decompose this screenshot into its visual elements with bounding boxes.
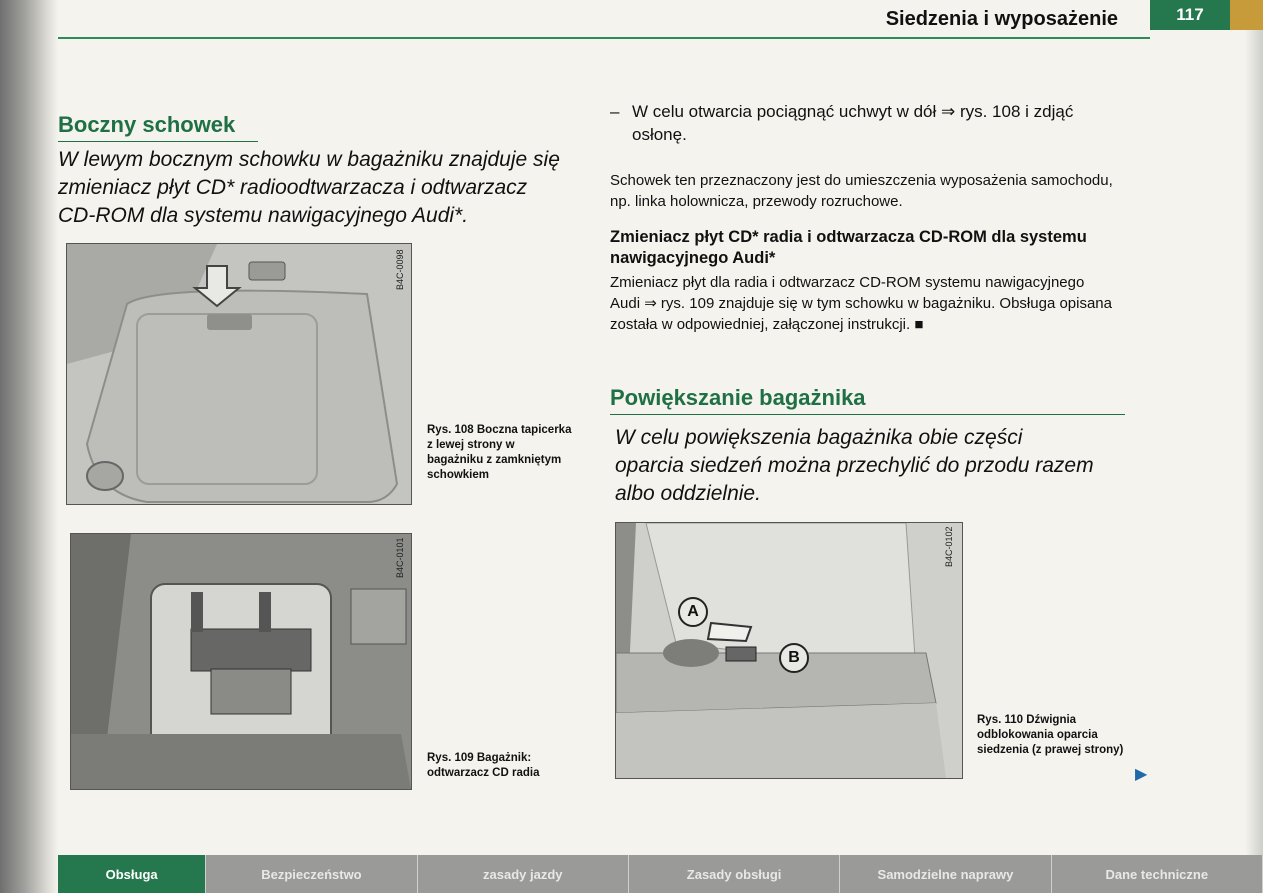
figure-109 <box>70 533 412 790</box>
nav-bezpieczenstwo[interactable]: Bezpieczeństwo <box>206 855 417 893</box>
nav-dane-techniczne[interactable]: Dane techniczne <box>1052 855 1263 893</box>
callout-b: B <box>779 643 809 673</box>
nav-samodzielne-naprawy[interactable]: Samodzielne naprawy <box>840 855 1051 893</box>
callout-a: A <box>678 597 708 627</box>
chapter-navigation <box>58 855 1263 893</box>
step-dash: – <box>610 102 620 121</box>
figure-108 <box>66 243 412 505</box>
lead-boczny-schowek: W lewym bocznym schowku w bagażniku znajduje się zmieniacz płyt CD* radioodtwarzacza i odtwarzacz CD-ROM dla systemu nawigacyjnego Audi*. <box>58 148 560 227</box>
figure-110-code: B4C-0102 <box>944 526 954 567</box>
figure-108-caption: Rys. 108 Boczna tapicerka z lewej strony w bagażniku z zamkniętym schowkiem <box>427 424 572 481</box>
nav-zasady-jazdy[interactable]: zasady jazdy <box>418 855 629 893</box>
header-rule <box>58 37 1150 39</box>
book-spine-shadow <box>0 0 58 893</box>
nav-obsluga[interactable]: Obsługa <box>58 855 206 893</box>
triangle-right-icon: ▶ <box>1135 766 1148 783</box>
section-title-boczny-schowek: Boczny schowek <box>58 112 258 142</box>
subheading-cd-changer: Zmieniacz płyt CD* radia i odtwarzacza CD-ROM dla systemu nawigacyjnego Audi* <box>610 228 1087 267</box>
figure-109-illustration <box>71 534 411 789</box>
figure-109-caption: Rys. 109 Bagażnik: odtwarzacz CD radia <box>427 752 540 779</box>
lead-powiekszanie: W celu powiększenia bagażnika obie części oparcia siedzeń można przechylić do przodu razem albo oddzielnie. <box>615 426 1094 505</box>
figure-109-code: B4C-0101 <box>395 537 405 578</box>
figure-108-illustration <box>67 244 411 504</box>
figure-108-code: B4C-0098 <box>395 249 405 290</box>
note-compartment-use: Schowek ten przeznaczony jest do umieszczenia wyposażenia samochodu, np. linka holownicza, przewody rozruchowe. <box>610 172 1113 210</box>
page-number: 117 <box>1150 0 1230 30</box>
figure-110-caption: Rys. 110 Dźwignia odblokowania oparcia siedzenia (z prawej strony) <box>977 714 1124 756</box>
page-edge-shadow <box>1245 0 1263 893</box>
step-open-compartment: W celu otwarcia pociągnąć uchwyt w dół ⇒ rys. 108 i zdjąć osłonę. <box>632 102 1074 144</box>
figure-110 <box>615 522 963 779</box>
section-title-powiekszanie: Powiększanie bagażnika <box>610 385 1125 415</box>
text-cd-changer: Zmieniacz płyt dla radia i odtwarzacz CD-ROM systemu nawigacyjnego Audi ⇒ rys. 109 znajduje się w tym schowku w bagażniku. Obsługa opisana została w odpowiedniej, załączonej instrukcji. ■ <box>610 274 1112 333</box>
chapter-tab <box>1230 0 1263 30</box>
nav-zasady-obslugi[interactable]: Zasady obsługi <box>629 855 840 893</box>
running-header: Siedzenia i wyposażenie <box>885 8 1118 30</box>
